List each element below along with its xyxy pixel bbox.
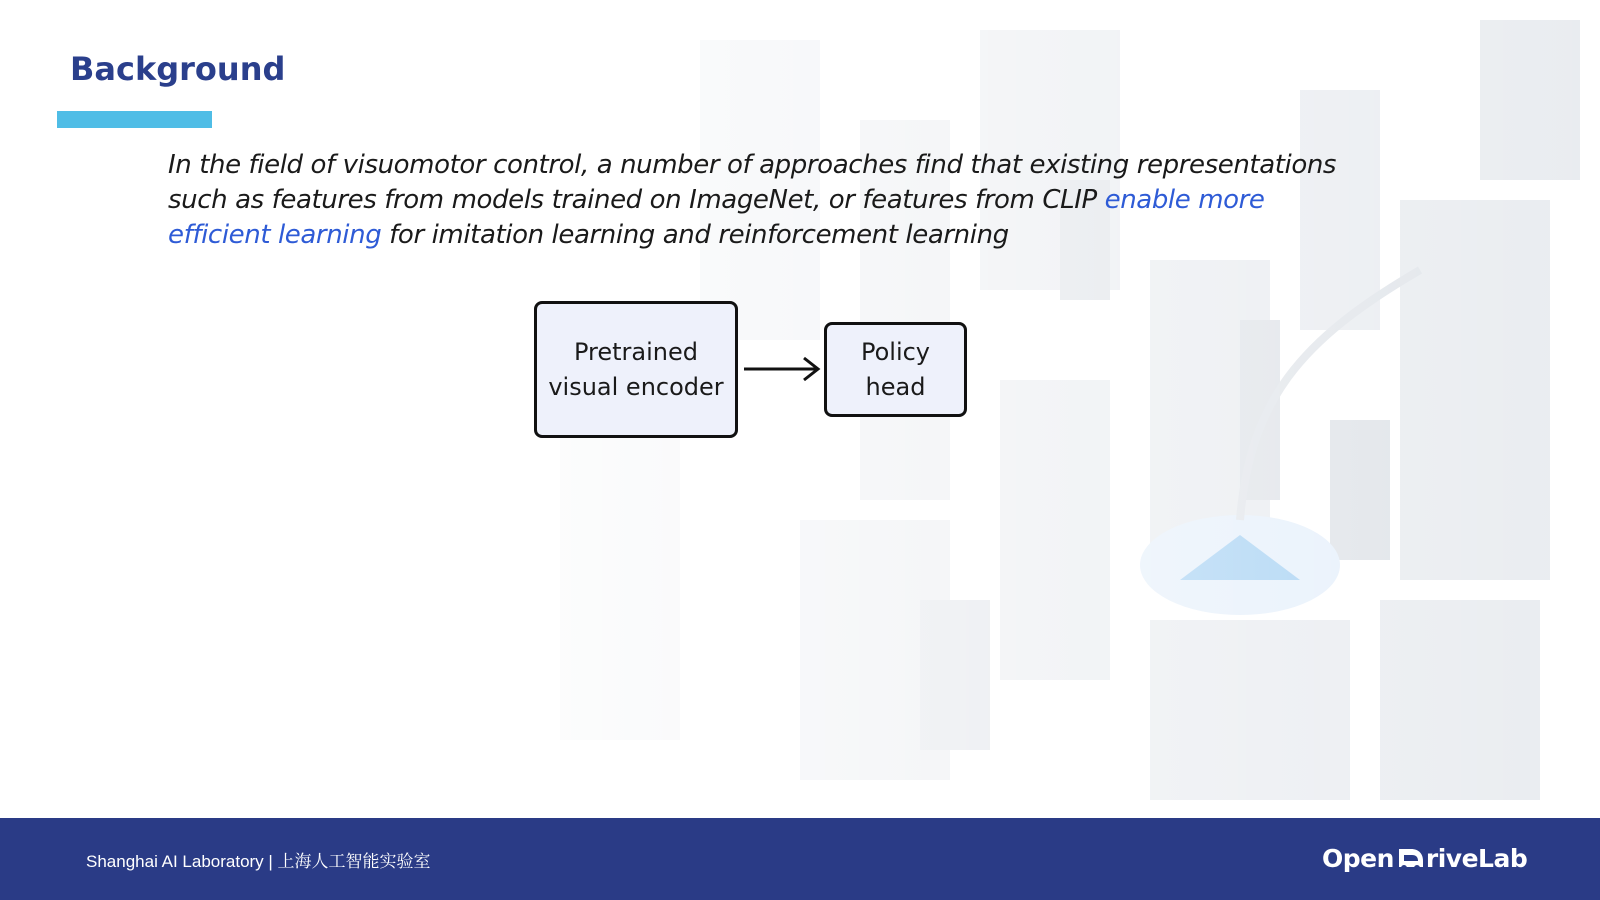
encoder-label-line1: Pretrained [573, 337, 699, 366]
encoder-label-line2: visual encoder [548, 372, 724, 401]
architecture-diagram [520, 290, 980, 450]
logo-suffix: riveLab [1425, 843, 1528, 873]
pretrained-visual-encoder-box [534, 301, 738, 438]
d-vehicle-icon [1395, 843, 1425, 873]
body-text-before: In the field of visuomotor control, a number of approaches find that existing representations such as features from models trained on ImageNet, or features from CLIP [168, 150, 1337, 215]
footer-lab-name: Shanghai AI Laboratory | 上海人工智能实验室 [86, 852, 431, 871]
logo-prefix: Open [1322, 843, 1394, 873]
policy-label-line1: Policy [860, 337, 931, 366]
body-highlight: enable more efficient learning [168, 185, 1265, 250]
policy-label-line2: head [865, 372, 926, 401]
footer-bar [0, 818, 1600, 900]
policy-head-box [824, 322, 967, 417]
body-paragraph [168, 148, 1348, 253]
body-text-after: for imitation learning and reinforcement learning [381, 220, 1009, 250]
title-accent-bar [57, 111, 212, 128]
opendrivelab-logo [1322, 838, 1527, 878]
slide-title: Background [70, 50, 286, 88]
arrow-right-icon [742, 354, 822, 384]
